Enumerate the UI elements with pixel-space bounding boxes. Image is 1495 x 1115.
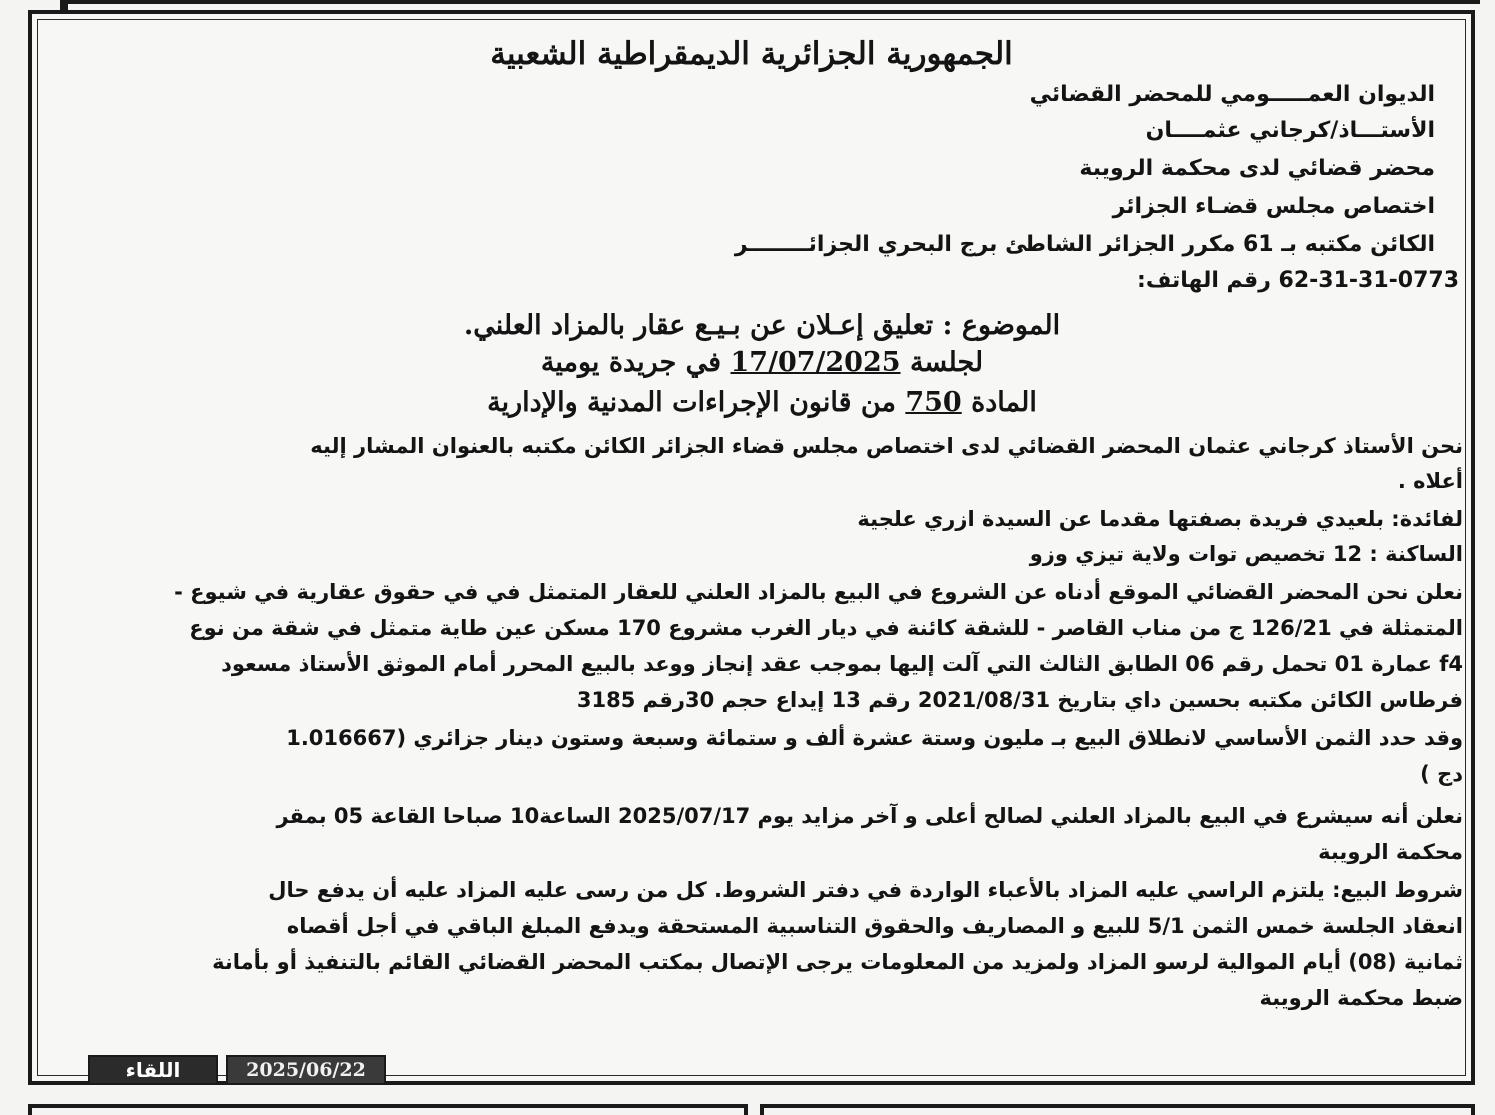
newspaper-logo: اللقاء bbox=[88, 1055, 218, 1085]
top-rule bbox=[60, 0, 1480, 4]
header-line-address: الكائن مكتبه بـ 61 مكرر الجزائر الشاطئ برج البحري الجزائــــــــر bbox=[734, 232, 1435, 257]
body-line-court: محكمة الرويبة bbox=[1318, 840, 1463, 864]
header-line-jurisdiction: اختصاص مجلس قضـاء الجزائر bbox=[1112, 194, 1435, 219]
body-line-currency: دج ) bbox=[1420, 762, 1463, 786]
body-line-price: وقد حدد الثمن الأساسي لانطلاق البيع بـ مليون وستة عشرة ألف و ستمائة وسبعة وستون دينار جزائري (1.016667 bbox=[286, 726, 1463, 750]
publication-date: 2025/06/22 bbox=[226, 1055, 386, 1085]
body-line-7: f4 عمارة 01 تحمل رقم 06 الطابق الثالث التي آلت إليها بموجب عقد إنجاز ووعد بالبيع المحرر أمام الموثق الأستاذ مسعود bbox=[221, 652, 1463, 676]
body-line-terms-2: انعقاد الجلسة خمس الثمن 5/1 للبيع و المصاريف والحقوق التناسبية المستحقة ويدفع المبلغ الباقي في أجل أقصاه bbox=[286, 914, 1463, 938]
notice-frame bbox=[28, 10, 1475, 1085]
page-title: الجمهورية الجزائرية الديمقراطية الشعبية bbox=[490, 36, 1013, 72]
header-line-office: الديوان العمـــــومي للمحضر القضائي bbox=[1029, 82, 1435, 107]
body-line-2: أعلاه . bbox=[1397, 469, 1463, 493]
session-prefix: لجلسة bbox=[909, 347, 984, 378]
body-line-residence: الساكنة : 12 تخصيص توات ولاية تيزي وزو bbox=[1029, 542, 1463, 566]
body-line-terms-1: شروط البيع: يلتزم الراسي عليه المزاد بالأعباء الواردة في دفتر الشروط. كل من رسى عليه المزاد عليه أن يدفع حال bbox=[268, 878, 1463, 902]
body-line-beneficiary: لفائدة: بلعيدي فريدة بصفتها مقدما عن السيدة ازري علجية bbox=[857, 507, 1463, 531]
top-rule-stub bbox=[60, 0, 68, 10]
next-ad-frame-right bbox=[760, 1104, 1475, 1115]
article-line bbox=[362, 387, 1162, 418]
body-line-8: فرطاس الكائن مكتبه بحسين داي بتاريخ 2021/08/31 رقم 13 إيداع حجم 30رقم 3185 bbox=[576, 688, 1463, 712]
header-line-phone: 62-31-31-0773 رقم الهاتف: bbox=[1137, 268, 1459, 293]
body-line-6: المتمثلة في 126/21 ج من مناب القاصر - للشقة كائنة في ديار الغرب مشروع 170 مسكن عين طاية متمثل في شقة من نوع bbox=[189, 616, 1463, 640]
next-ad-frame-left bbox=[28, 1104, 748, 1115]
body-line-1: نحن الأستاذ كرجاني عثمان المحضر القضائي لدى اختصاص مجلس قضاء الجزائر الكائن مكتبه بالعنوان المشار إليه bbox=[310, 434, 1463, 458]
body-line-sale-date: نعلن أنه سيشرع في البيع بالمزاد العلني لصالح أعلى و آخر مزايد يوم 2025/07/17 الساعة10 صباحا القاعة 05 بمقر bbox=[276, 804, 1463, 828]
header-line-name: الأستـــاذ/كرجاني عثمــــان bbox=[1145, 118, 1435, 143]
body-line-5: نعلن نحن المحضر القضائي الموقع أدناه عن الشروع في البيع بالمزاد العلني للعقار المتمثل في في حقوق عقارية في شيوع - bbox=[174, 580, 1463, 604]
session-date: 17/07/2025 bbox=[730, 347, 901, 378]
body-line-terms-3: ثمانية (08) أيام الموالية لرسو المزاد ولمزيد من المعلومات يرجى الإتصال بمكتب المحضر القضائي القائم بالتنفيذ أو بأمانة bbox=[212, 950, 1463, 974]
article-number: 750 bbox=[905, 387, 962, 418]
session-suffix: في جريدة يومية bbox=[540, 347, 722, 378]
session-line bbox=[462, 347, 1062, 378]
article-suffix: من قانون الإجراءات المدنية والإدارية bbox=[487, 387, 896, 418]
subject-line: الموضوع : تعليق إعـلان عن بـيـع عقار بالمزاد العلني. bbox=[463, 310, 1061, 341]
article-prefix: المادة bbox=[971, 387, 1037, 418]
header-line-court: محضر قضائي لدى محكمة الرويبة bbox=[1079, 156, 1435, 181]
body-line-terms-4: ضبط محكمة الرويبة bbox=[1259, 986, 1463, 1010]
